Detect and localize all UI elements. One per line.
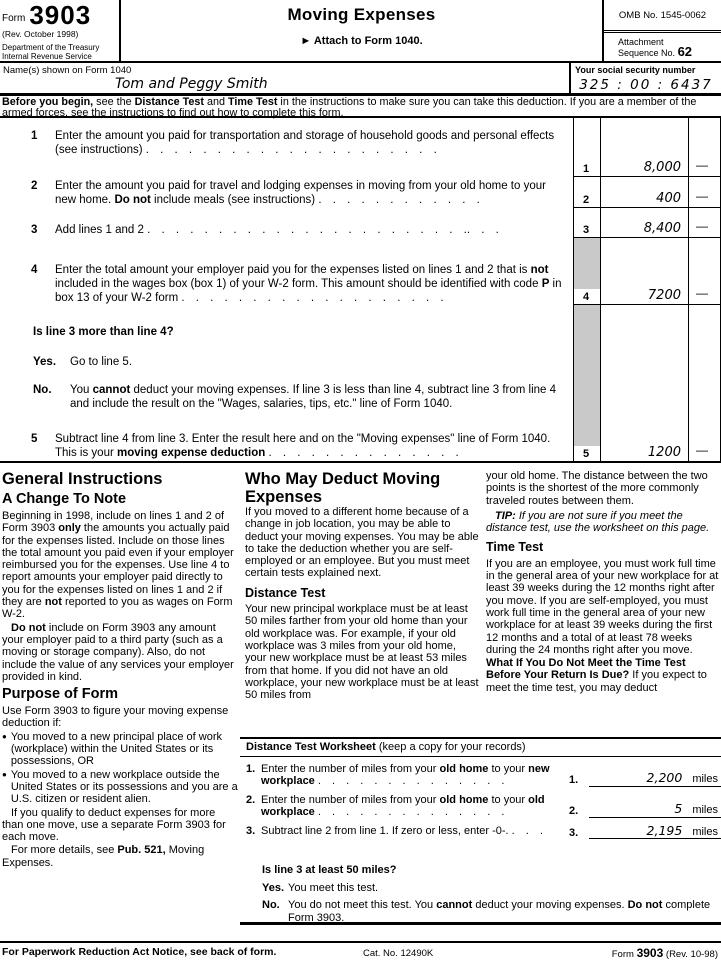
worksheet-yes-option: Yes. You meet this test.: [262, 881, 379, 894]
distance-test-heading: Distance Test: [245, 585, 326, 600]
attachment-sequence: [604, 32, 721, 58]
form-identity-block: [0, 0, 121, 63]
worksheet-line-2-value-field[interactable]: 5 miles: [589, 803, 721, 818]
name-value-field[interactable]: Tom and Peggy Smith: [115, 76, 268, 92]
line-5-row: [0, 433, 570, 461]
worksheet-line-3-value-field[interactable]: 2,195 miles: [589, 825, 721, 840]
sequence-number: 62: [677, 44, 693, 59]
agency-line-1: Department of the Treasury: [2, 43, 100, 52]
line-3-cents-field: —: [696, 219, 708, 233]
no-label: No.: [33, 384, 52, 396]
purpose-bullet-1: ● You moved to a new principal place of work (workplace) within the United States or its possessions, OR: [2, 730, 223, 768]
line-1-amount-field[interactable]: 8,000: [601, 118, 689, 176]
line-4-cents-field: —: [696, 286, 708, 300]
bullet-icon: ●: [2, 769, 7, 779]
line-1-entry-row: [574, 118, 720, 177]
line-3-amount-field[interactable]: 8,400: [601, 208, 689, 237]
purpose-paragraph: Use Form 3903 to figure your moving expense deduction if:: [2, 705, 229, 730]
general-instructions-heading: General Instructions: [2, 470, 163, 488]
attachment-label: Attachment: [618, 37, 664, 47]
worksheet-no-option: No. You do not meet this test. You cannot deduct your moving expenses. Do not complete Form 3903.: [262, 899, 711, 924]
omb-attachment-block: [602, 0, 721, 63]
bullet-icon: ●: [2, 731, 7, 741]
who-may-deduct-paragraph: If you moved to a different home because of a change in job location, you may be able to deduct your moving expenses. You may be able to take the deduction whether you are self-employed or an employee. But you must meet certain tests explained next.: [245, 506, 479, 580]
line-4-row: [0, 264, 570, 305]
form-number: 3903: [29, 0, 92, 30]
line-2-number-box: 2: [574, 177, 601, 207]
line-3-entry-row: [574, 208, 720, 238]
change-to-note-paragraph-1: Beginning in 1998, include on lines 1 and 2 of Form 3903 only the amounts you actually paid for the expenses listed. Include on those lines the total amount you paid even if your employer reimbursed you for the expenses. Use line 4 to report amounts your employer paid directly to you for the expenses listed on lines 1 and 2 if they are not reported to you as wages on Form W-2.: [2, 510, 234, 621]
distance-test-continuation: your old home. The distance between the two points is the shortest of the more commonly traveled routes between them.: [486, 470, 708, 507]
ssn-label: Your social security number: [575, 65, 696, 75]
line-1-row: [0, 130, 570, 158]
omb-number: OMB No. 1545-0062: [604, 0, 721, 31]
line-5-amount-field[interactable]: 1200: [601, 305, 689, 461]
line-5-number-box: 5: [574, 305, 601, 461]
ssn-value-field[interactable]: 325 : 00 : 6437: [579, 77, 713, 93]
time-test-column: [486, 470, 719, 695]
general-instructions-column: [2, 470, 238, 870]
separate-form-paragraph: If you qualify to deduct expenses for more than one move, use a separate Form 3903 for each move.: [2, 806, 226, 844]
line-2-number: 2: [31, 180, 38, 192]
yes-instruction: Go to line 5.: [70, 356, 133, 368]
line-4-number: 4: [31, 264, 38, 276]
moving-expenses-form-body: [0, 118, 721, 463]
purpose-bullet-2: ● You moved to a new workplace outside the United States or its possessions and you are a U.S. citizen or resident alien.: [2, 768, 238, 806]
purpose-of-form-heading: Purpose of Form: [2, 686, 119, 703]
line-5-entry-row: [574, 305, 720, 461]
form-title: Moving Expenses: [287, 5, 436, 24]
footer-form-id: Form 3903 (Rev. 10-98): [611, 946, 718, 960]
line-1-number-box: 1: [574, 118, 601, 176]
line-5-number: 5: [31, 433, 38, 445]
change-to-note-heading: A Change To Note: [2, 491, 127, 507]
paperwork-reduction-notice: For Paperwork Reduction Act Notice, see back of form.: [2, 946, 277, 958]
time-test-heading: Time Test: [486, 540, 544, 555]
form-header: [0, 0, 721, 63]
worksheet-line-1-value-field[interactable]: 2,200 miles: [589, 772, 721, 787]
worksheet-question: Is line 3 at least 50 miles?: [262, 864, 397, 876]
change-to-note-paragraph-2: Do not include on Form 3903 any amount your employer paid to a third party (such as a moving or storage company). Also, do not include the value of any services your employer provided in kind.: [2, 621, 234, 683]
form-revision: (Rev. October 1998): [2, 29, 79, 39]
what-if-paragraph: What If You Do Not Meet the Time Test Before Your Return Is Due? If you expect to meet the time test, you may deduct: [486, 657, 707, 694]
line-2-entry-row: [574, 177, 720, 208]
tip-paragraph: TIP: If you are not sure if you meet the distance test, use the worksheet on this page.: [486, 509, 710, 535]
ssn-box: [569, 63, 721, 93]
line-4-number-box: 4: [574, 238, 601, 304]
time-test-paragraph: If you are an employee, you must work full time in the general area of your new workplace for at least 39 weeks during the 12 months right after you move. If you are self-employed, you must work full time in the general area of your new workplace for at least 39 weeks during the first 12 months and a total of at least 78 weeks during the 24 months right after you move.: [486, 557, 719, 656]
distance-test-paragraph: Your new principal workplace must be at least 50 miles farther from your old home than your old workplace was. For example, if your old workplace was 3 miles from your old home, your new workplace must be at least 53 miles from that home. If you did not have an old workplace, your new workplace must be at least 50 miles from: [245, 603, 479, 702]
line-1-number: 1: [31, 130, 38, 142]
attach-note-text: Attach to Form 1040.: [313, 35, 423, 47]
sequence-label: Sequence No.: [618, 48, 676, 58]
shaded-cell: [574, 238, 600, 289]
line-3-description: Add lines 1 and 2 . . . . . . . . . . . . . . . . . . . . . . .. . .: [55, 224, 499, 236]
line-4-description: Enter the total amount your employer paid you for the expenses listed on lines 1 and 2 that is not included in the wages box (box 1) of your W-2 form. This amount should be identified with code P in box 13 of your W-2 form . . . . . . . . . . . . . . . . . . .: [55, 264, 562, 304]
line-3-number: 3: [31, 224, 38, 236]
worksheet-line-2: 2. Enter the number of miles from your old home to your old workplace . . . . . . . . . . . . . . 2. 5 miles: [240, 794, 721, 819]
line-1-cents-field: —: [696, 158, 708, 172]
form-word: Form: [2, 13, 26, 24]
line-5-cents-field: —: [696, 443, 708, 457]
line-4-entry-row: [574, 238, 720, 305]
shaded-cell: [574, 305, 600, 446]
line-2-cents-field: —: [696, 189, 708, 203]
line-4-amount-field[interactable]: 7200: [601, 238, 689, 304]
catalog-number: Cat. No. 12490K: [363, 948, 434, 959]
line3-vs-line4-question: Is line 3 more than line 4?: [33, 326, 174, 338]
yes-label: Yes.: [33, 356, 57, 368]
agency-line-2: Internal Revenue Service: [2, 52, 92, 61]
no-instruction: You cannot deduct your moving expenses. If line 3 is less than line 4, subtract line 3 from line 4 and include the result on the "Wages, salaries, tips, etc." line of Form 1040.: [70, 384, 557, 410]
line-2-row: [0, 180, 570, 208]
yes-option: [0, 356, 570, 370]
right-arrowhead-icon: ►: [300, 35, 312, 47]
worksheet-title: Distance Test Worksheet (keep a copy for your records): [240, 739, 721, 757]
footer: [0, 946, 721, 962]
footer-rule: [0, 941, 721, 943]
who-may-deduct-column: [245, 470, 479, 702]
attach-note: [121, 35, 602, 47]
line-5-description: Subtract line 4 from line 3. Enter the result here and on the "Moving expenses" line of Form 1040. This is your moving expense deduction . . . . . . . . . . . . . .: [55, 433, 551, 459]
no-option: [0, 384, 570, 412]
who-may-deduct-heading: Who May Deduct Moving Expenses: [245, 470, 441, 506]
line-2-description: Enter the amount you paid for travel and lodging expenses in moving from your old home to your new home. Do not include meals (see instructions) . . . . . . . . . . . .: [55, 180, 546, 206]
before-you-begin-note: Before you begin, see the Distance Test and Time Test in the instructions to make sure you can take this deduction. If you are a member of the armed forces, see the instructions to find out how to complete this form.: [0, 96, 721, 118]
line-3-row: [0, 224, 570, 238]
line-2-amount-field[interactable]: 400: [601, 177, 689, 207]
name-ssn-row: [0, 63, 721, 96]
worksheet-line-1: 1. Enter the number of miles from your old home to your new workplace . . . . . . . . . . . . . . 1. 2,200 miles: [240, 763, 721, 788]
more-details-paragraph: For more details, see Pub. 521, Moving Expenses.: [2, 844, 205, 869]
form-title-block: [121, 0, 602, 63]
name-label: Name(s) shown on Form 1040: [3, 65, 132, 76]
line-1-description: Enter the amount you paid for transportation and storage of household goods and personal effects (see instructions) . . . . . . . . . . . . . . . . . . . . .: [55, 130, 555, 156]
distance-test-worksheet: [240, 737, 721, 925]
line-3-number-box: 3: [574, 208, 601, 237]
worksheet-line-3: 3. Subtract line 2 from line 1. If zero or less, enter -0-. . . . 3. 2,195 miles: [240, 825, 721, 841]
amount-entry-grid: [573, 118, 721, 461]
